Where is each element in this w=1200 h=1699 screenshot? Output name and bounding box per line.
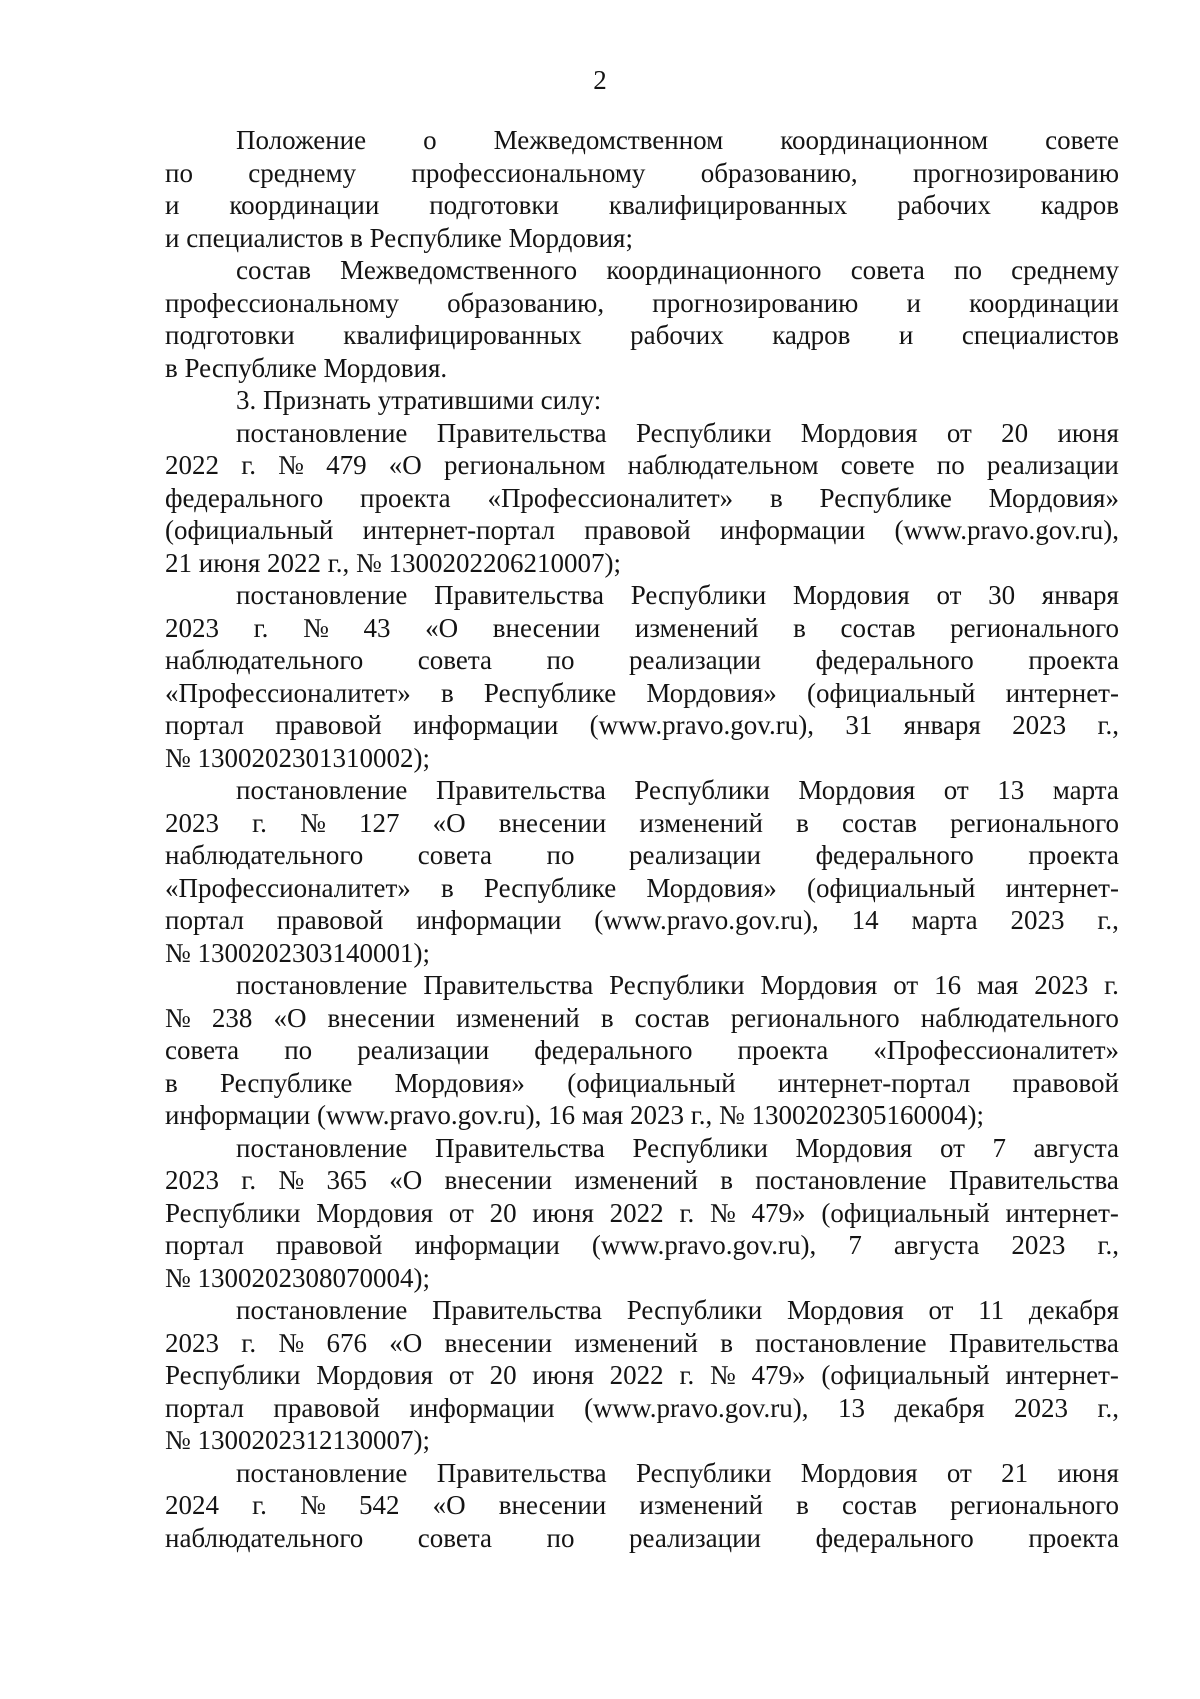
text-line: совета по реализации федерального проекта «Профессионалитет» xyxy=(165,1035,1119,1065)
text-line: 3. Признать утратившими силу: xyxy=(236,385,602,415)
text-line: № 1300202303140001); xyxy=(165,937,431,968)
text-line: наблюдательного совета по реализации федерального проекта xyxy=(165,840,1119,870)
text-line: в Республике Мордовия. xyxy=(165,352,448,383)
paragraph xyxy=(165,417,1119,580)
paragraph xyxy=(165,384,1119,417)
text-line: подготовки квалифицированных рабочих кадров и специалистов xyxy=(165,320,1119,350)
text-line: «Профессионалитет» в Республике Мордовия» (официальный интернет- xyxy=(165,872,1119,903)
paragraph xyxy=(165,1132,1119,1295)
paragraph xyxy=(165,774,1119,969)
paragraph xyxy=(165,969,1119,1132)
text-line: (официальный интернет-портал правовой информации (www.pravo.gov.ru), xyxy=(165,515,1119,545)
paragraph xyxy=(165,1294,1119,1457)
text-line: по среднему профессиональному образованию, прогнозированию xyxy=(165,157,1119,188)
text-line: № 1300202312130007); xyxy=(165,1425,431,1455)
text-line: портал правовой информации (www.pravo.gov.ru), 31 января 2023 г., xyxy=(165,710,1119,740)
text-line: № 1300202301310002); xyxy=(165,742,431,773)
page-number: 2 xyxy=(593,65,607,95)
text-line: наблюдательного совета по реализации федерального проекта xyxy=(165,645,1119,675)
text-line: информации (www.pravo.gov.ru), 16 мая 2023 г., № 1300202305160004); xyxy=(165,1100,984,1130)
text-line: постановление Правительства Республики Мордовия от 30 января xyxy=(236,580,1119,610)
text-line: Республики Мордовия от 20 июня 2022 г. № 479» (официальный интернет- xyxy=(165,1197,1119,1228)
text-line: в Республике Мордовия» (официальный интернет-портал правовой xyxy=(165,1067,1119,1098)
text-line: 2024 г. № 542 «О внесении изменений в состав регионального xyxy=(165,1490,1119,1520)
text-line: 2023 г. № 127 «О внесении изменений в состав регионального xyxy=(165,807,1119,838)
text-line: постановление Правительства Республики Мордовия от 16 мая 2023 г. xyxy=(236,970,1119,1000)
text-line: 2023 г. № 676 «О внесении изменений в постановление Правительства xyxy=(165,1327,1119,1358)
text-line: «Профессионалитет» в Республике Мордовия» (официальный интернет- xyxy=(165,677,1119,708)
text-line: постановление Правительства Республики Мордовия от 21 июня xyxy=(236,1457,1119,1488)
paragraph xyxy=(165,1457,1119,1555)
text-line: и специалистов в Республике Мордовия; xyxy=(165,222,633,253)
text-line: постановление Правительства Республики Мордовия от 20 июня xyxy=(236,417,1119,448)
text-line: постановление Правительства Республики Мордовия от 13 марта xyxy=(236,775,1119,805)
text-line: портал правовой информации (www.pravo.gov.ru), 14 марта 2023 г., xyxy=(165,905,1119,935)
text-line: наблюдательного совета по реализации федерального проекта xyxy=(165,1522,1119,1553)
text-line: постановление Правительства Республики Мордовия от 11 декабря xyxy=(236,1295,1119,1325)
document-body xyxy=(165,124,1119,1554)
text-line: № 1300202308070004); xyxy=(165,1262,431,1293)
paragraph xyxy=(165,579,1119,774)
text-line: 2022 г. № 479 «О региональном наблюдательном совете по реализации xyxy=(165,450,1119,480)
text-line: Положение о Межведомственном координационном совете xyxy=(236,125,1119,155)
text-line: Республики Мордовия от 20 июня 2022 г. № 479» (официальный интернет- xyxy=(165,1360,1119,1390)
paragraph xyxy=(165,254,1119,384)
text-line: и координации подготовки квалифицированных рабочих кадров xyxy=(165,190,1119,220)
text-line: состав Межведомственного координационного совета по среднему xyxy=(236,255,1119,285)
text-line: 2023 г. № 365 «О внесении изменений в постановление Правительства xyxy=(165,1165,1119,1195)
text-line: № 238 «О внесении изменений в состав регионального наблюдательного xyxy=(165,1002,1119,1033)
text-line: 21 июня 2022 г., № 1300202206210007); xyxy=(165,547,622,578)
text-line: федерального проекта «Профессионалитет» в Республике Мордовия» xyxy=(165,482,1119,513)
paragraph xyxy=(165,124,1119,254)
text-line: постановление Правительства Республики Мордовия от 7 августа xyxy=(236,1132,1119,1163)
text-line: портал правовой информации (www.pravo.gov.ru), 13 декабря 2023 г., xyxy=(165,1392,1119,1423)
text-line: профессиональному образованию, прогнозированию и координации xyxy=(165,287,1119,318)
text-line: портал правовой информации (www.pravo.gov.ru), 7 августа 2023 г., xyxy=(165,1230,1119,1260)
text-line: 2023 г. № 43 «О внесении изменений в состав регионального xyxy=(165,612,1119,643)
